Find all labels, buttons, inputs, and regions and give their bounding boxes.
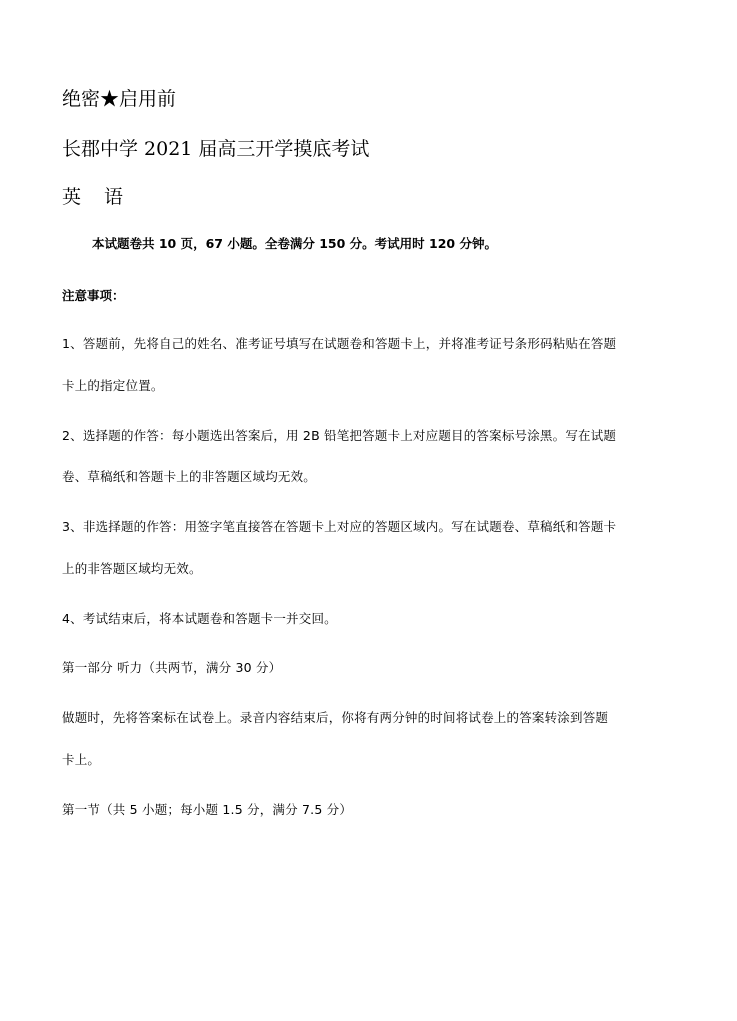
part1-instruction-line-1: 做题时，先将答案标在试卷上。录音内容结束后，你将有两分钟的时间将试卷上的答案转涂到答题 bbox=[62, 710, 609, 725]
classification-label: 绝密★启用前 bbox=[62, 88, 177, 110]
notice-item-3-line-1: 3、非选择题的作答：用签字笔直接答在答题卡上对应的答题区域内。写在试题卷、草稿纸和答题卡 bbox=[62, 519, 617, 534]
part1-instruction-line-2: 卡上。 bbox=[62, 752, 101, 767]
notice-item-4-line-1: 4、考试结束后，将本试题卷和答题卡一并交回。 bbox=[62, 611, 337, 626]
part1-heading: 第一部分 听力（共两节，满分 30 分） bbox=[62, 660, 282, 675]
exam-title: 长郡中学 2021 届高三开学摸底考试 bbox=[62, 138, 370, 160]
notice-item-2-line-2: 卷、草稿纸和答题卡上的非答题区域均无效。 bbox=[62, 469, 317, 484]
notice-item-2-line-1: 2、选择题的作答：每小题选出答案后，用 2B 铅笔把答题卡上对应题目的答案标号涂黑。写在试题 bbox=[62, 428, 617, 443]
notice-item-3-line-2: 上的非答题区域均无效。 bbox=[62, 561, 202, 576]
section1-heading: 第一节（共 5 小题；每小题 1.5 分，满分 7.5 分） bbox=[62, 802, 353, 817]
subject-title: 英 语 bbox=[62, 186, 126, 208]
exam-info: 本试题卷共 10 页，67 小题。全卷满分 150 分。考试用时 120 分钟。 bbox=[92, 236, 497, 251]
notice-item-1-line-2: 卡上的指定位置。 bbox=[62, 378, 164, 393]
notice-item-1-line-1: 1、答题前，先将自己的姓名、准考证号填写在试题卷和答题卡上，并将准考证号条形码粘贴在答题 bbox=[62, 336, 617, 351]
notice-heading: 注意事项： bbox=[62, 288, 125, 303]
